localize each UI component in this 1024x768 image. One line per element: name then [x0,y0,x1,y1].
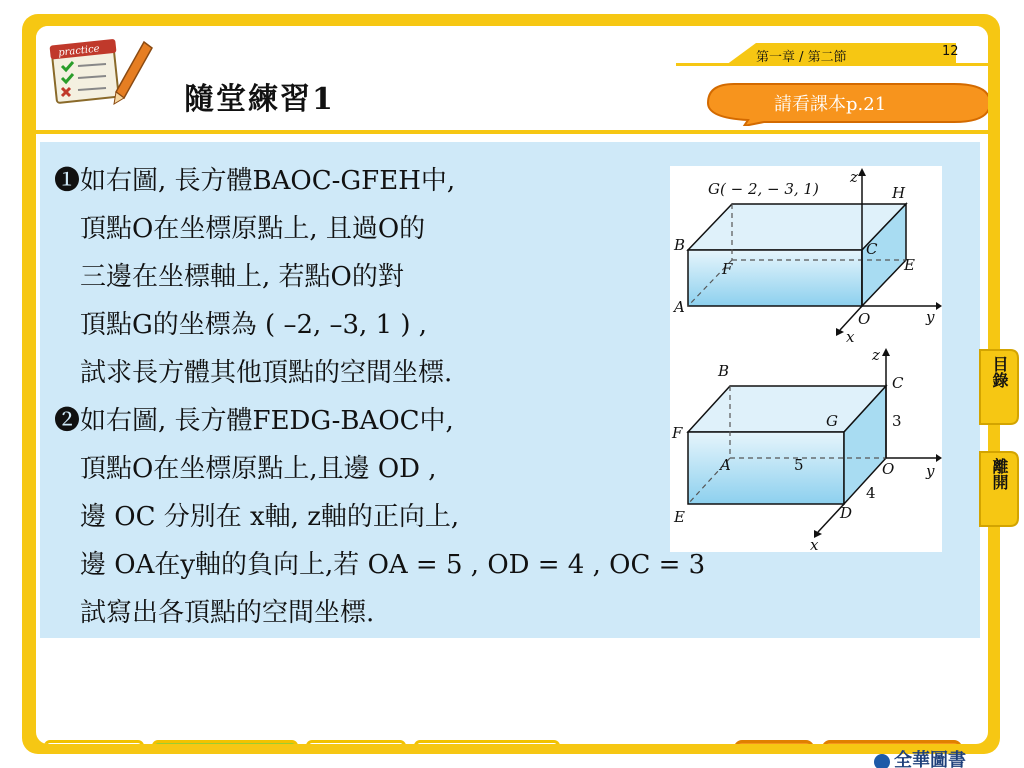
svg-text:F: F [722,260,733,278]
svg-text:x: x [810,536,819,552]
contents-tab-label: 目錄 [990,356,1009,388]
svg-text:O: O [882,460,895,478]
q1-line-2: 頂點O在坐標原點上, 且過O的 [54,214,426,244]
q1-line-3: 三邊在坐標軸上, 若點O的對 [54,262,404,292]
svg-text:全華圖書: 全華圖書 [894,750,966,768]
page-number: 12 [942,44,959,59]
svg-text:O: O [858,310,871,328]
q1-line-1: ❶如右圖, 長方體BAOC-GFEH中, [54,166,456,196]
svg-text:B: B [718,362,730,380]
svg-text:3: 3 [892,412,902,430]
svg-text:F: F [672,424,683,442]
page-title: 隨堂練習1 [184,82,335,117]
svg-text:z: z [872,346,880,364]
nav-example-2[interactable] [306,740,406,744]
back-button[interactable] [734,740,814,744]
q1-line-5: 試求長方體其他頂點的空間坐標. [54,358,453,388]
contents-tab[interactable] [976,346,1020,428]
exit-tab[interactable] [976,448,1020,530]
svg-text:practice: practice [57,43,101,59]
svg-text:5: 5 [794,456,804,474]
q1-line-4: 頂點G的坐標為 ( –2, –3, 1 ) , [54,310,428,340]
exit-tab-label: 離開 [990,458,1009,490]
svg-text:G( − 2, − 3, 1): G( − 2, − 3, 1) [708,180,819,198]
svg-text:A: A [720,456,731,474]
svg-text:y: y [926,462,935,480]
slide-page [36,26,988,744]
book-reference-text: 請看課本p.21 [774,94,887,115]
svg-text:E: E [904,256,915,274]
nav-practice-1[interactable] [152,740,298,744]
q2-line-5: 試寫出各頂點的空間坐標. [54,598,375,628]
q2-line-2: 頂點O在坐標原點上,且邊 OD , [54,454,437,484]
q2-line-4: 邊 OA在y軸的負向上,若 OA = 5 , OD = 4 , OC = 3 [54,550,706,580]
svg-text:G: G [826,412,838,430]
svg-text:z: z [850,168,858,186]
svg-text:C: C [866,240,878,258]
practice-logo-icon [44,32,154,106]
publisher-logo [872,746,992,768]
nav-example-1[interactable] [44,740,144,744]
svg-text:A: A [674,298,685,316]
q2-line-1: ❷如右圖, 長方體FEDG-BAOC中, [54,406,454,436]
svg-text:B: B [674,236,686,254]
svg-text:4: 4 [866,484,876,502]
svg-text:E: E [674,508,685,526]
figure-1-box-diagram [670,166,942,346]
svg-text:x: x [846,328,855,346]
svg-text:H: H [892,184,906,202]
svg-text:D: D [840,504,853,522]
nav-practice-2[interactable] [414,740,560,744]
chapter-label: 第一章 / 第二節 [756,50,847,65]
title-divider [36,130,988,134]
next-topic-button[interactable] [822,740,962,744]
svg-text:C: C [892,374,904,392]
title-bar [36,26,988,134]
figure-2-box-diagram [670,346,942,552]
q2-line-3: 邊 OC 分別在 x軸, z軸的正向上, [54,502,460,532]
svg-text:y: y [926,308,935,326]
exercise-panel [40,142,980,638]
